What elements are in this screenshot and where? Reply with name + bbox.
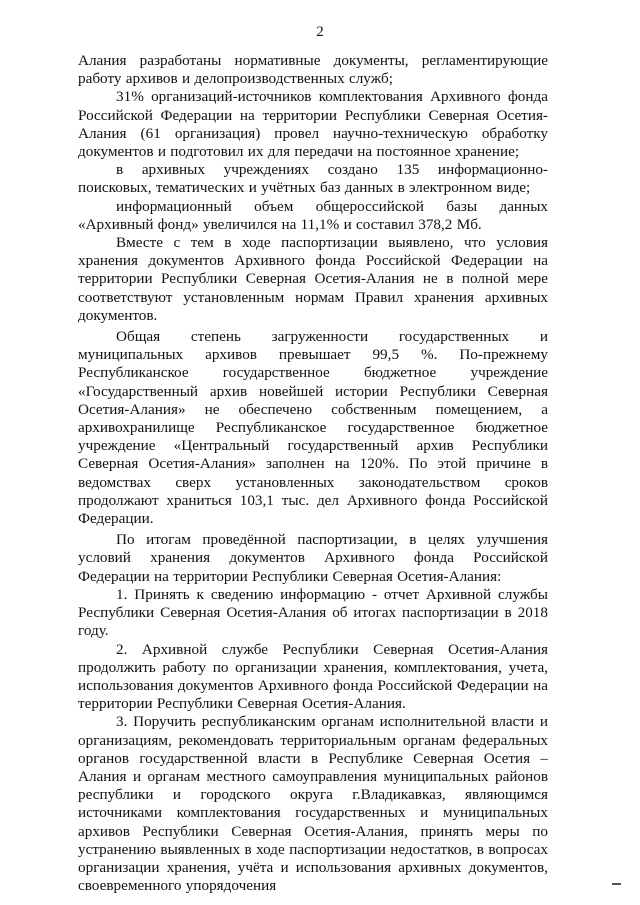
paragraph-item-3: 3. Поручить республиканским органам исполнительной власти и организациям, рекомендовать территориальным органам федеральных органов государственной власти в Республике Северная Осетия – Алания и органам местного самоуправления муниципальных районов республики и городского округа г.Владикавказ, являющимся источниками комплектования государственных и муниципальных архивов Республики Северная Осетия-Алания, принять меры по устранению выявленных в ходе паспортизации недостатков, в вопросах организации хранения, учёта и использования архивных документов, своевременного упорядочения bbox=[78, 713, 548, 895]
scan-mark bbox=[612, 883, 621, 885]
paragraph-archive-fund-db: информационный объем общероссийской базы данных «Архивный фонд» увеличился на 11,1% и составил 378,2 Мб. bbox=[78, 197, 548, 233]
paragraph-nti-processing: 31% организаций-источников комплектования Архивного фонда Российской Федерации на территории Республики Северная Осетия-Алания (61 организация) провел научно-техническую обработку документов и подготовил их для передачи на постоянное хранение; bbox=[78, 88, 548, 161]
paragraph-storage-conditions: Вместе с тем в ходе паспортизации выявлено, что условия хранения документов Архивного фонда Российской Федерации на территории Республики Северная Осетия-Алания не в полной мере соответствуют установленным нормам Правил хранения архивных документов. bbox=[78, 234, 548, 324]
page-number: 2 bbox=[316, 24, 324, 40]
paragraph-item-1: 1. Принять к сведению информацию - отчет Архивной службы Республики Северная Осетия-Алания об итогах паспортизации в 2018 году. bbox=[78, 585, 548, 640]
paragraph-results-intro: По итогам проведённой паспортизации, в целях улучшения условий хранения документов Архивного фонда Российской Федерации на территории Республики Северная Осетия-Алания: bbox=[78, 531, 548, 585]
paragraph-archive-load: Общая степень загруженности государственных и муниципальных архивов превышает 99,5 %. По-прежнему Республиканское государственное бюджетное учреждение «Государственный архив новейшей истории Республики Северная Осетия-Алания» не обеспечено собственным помещением, а архивохранилище Республиканское государственное бюджетное учреждение «Центральный государственный архив Республики Северная Осетия-Алания» заполнен на 120%. По этой причине в ведомствах сверх установленных законодательством сроков продолжают храниться 103,1 тыс. дел Архивного фонда Российской Федерации. bbox=[78, 328, 548, 528]
document-body bbox=[78, 52, 548, 895]
paragraph-databases: в архивных учреждениях создано 135 информационно-поисковых, тематических и учётных баз данных в электронном виде; bbox=[78, 161, 548, 197]
paragraph-continuation: Алания разработаны нормативные документы, регламентирующие работу архивов и делопроизводственных служб; bbox=[78, 52, 548, 88]
paragraph-item-2: 2. Архивной службе Республики Северная Осетия-Алания продолжить работу по организации хранения, комплектования, учета, использования документов Архивного фонда Российской Федерации на территории Республики Северная Осетия-Алания. bbox=[78, 640, 548, 713]
